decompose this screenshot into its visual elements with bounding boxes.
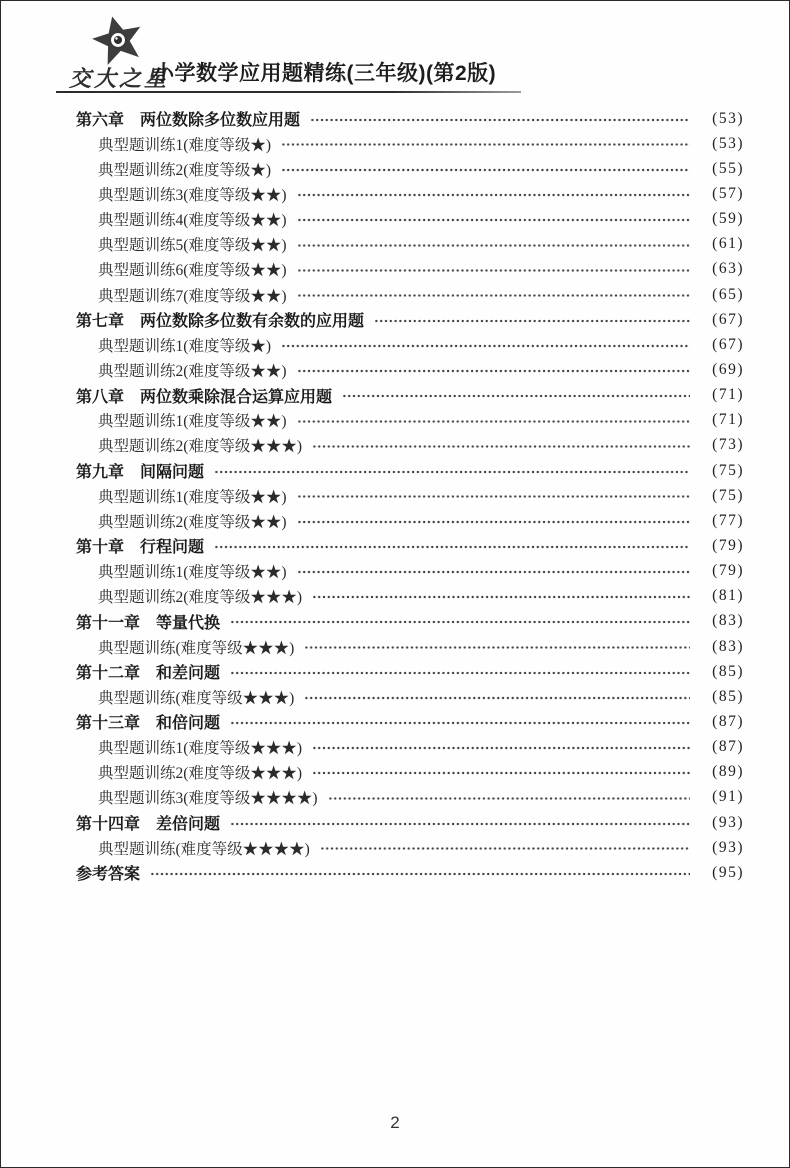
toc-dot-leader [297, 238, 690, 254]
toc-item-row [76, 584, 744, 609]
toc-item-row [76, 232, 744, 257]
toc-dot-leader [312, 765, 690, 781]
toc-dot-leader [297, 212, 690, 228]
toc-dot-leader [310, 112, 690, 128]
toc-chapter-row [76, 860, 744, 885]
toc-dot-leader [342, 388, 690, 404]
toc-entry-page: (93) [712, 813, 744, 831]
toc-entry-page: (81) [712, 587, 744, 605]
toc-entry-label: 第十一章 等量代换 [76, 614, 221, 632]
page-number: 2 [390, 1113, 400, 1132]
toc-chapter-row [76, 458, 744, 483]
book-title: 小学数学应用题精练(三年级)(第2版) [153, 62, 497, 85]
toc-entry-label: 第十四章 差倍问题 [76, 816, 221, 833]
toc-item-row [76, 207, 744, 232]
toc-entry-page: (87) [712, 738, 744, 756]
toc-entry-page: (57) [712, 184, 744, 202]
toc-entry-label: 第十二章 和差问题 [76, 665, 221, 683]
toc-entry-page: (63) [712, 260, 744, 278]
toc-entry-label: 典型题训练1(难度等级★★) [98, 564, 287, 582]
toc-entry-page: (53) [712, 109, 744, 127]
toc-entry-label: 第十章 行程问题 [76, 539, 205, 557]
toc-dot-leader [230, 715, 690, 731]
toc-entry-label: 第十三章 和倍问题 [76, 715, 221, 733]
toc-entry-label: 典型题训练1(难度等级★★) [98, 488, 287, 506]
toc-item-row [76, 357, 744, 382]
toc-dot-leader [312, 740, 690, 756]
toc-entry-label: 典型题训练1(难度等级★★★) [98, 740, 303, 758]
toc-item-row [76, 181, 744, 206]
table-of-contents [76, 106, 744, 885]
toc-chapter-row [76, 810, 744, 835]
toc-entry-label: 第六章 两位数除多位数应用题 [76, 112, 301, 130]
toc-entry-label: 典型题训练2(难度等级★) [98, 161, 272, 179]
toc-dot-leader [320, 841, 690, 857]
toc-entry-label: 典型题训练(难度等级★★★★) [98, 840, 310, 858]
toc-dot-leader [312, 589, 690, 605]
toc-entry-page: (79) [712, 536, 744, 554]
toc-entry-page: (69) [712, 360, 744, 378]
toc-chapter-row [76, 106, 744, 131]
toc-dot-leader [297, 363, 690, 379]
toc-dot-leader [297, 414, 690, 430]
toc-dot-leader [281, 338, 690, 354]
toc-entry-page: (53) [712, 134, 744, 152]
toc-entry-page: (59) [712, 210, 744, 228]
toc-entry-label: 典型题训练7(难度等级★★) [98, 287, 287, 305]
toc-item-row [76, 508, 744, 533]
toc-entry-page: (93) [712, 838, 744, 856]
publisher-logo-text: 交大之星 [69, 66, 170, 91]
toc-entry-label: 典型题训练(难度等级★★★) [98, 689, 295, 707]
toc-entry-page: (55) [712, 159, 744, 177]
toc-chapter-row [76, 533, 744, 558]
toc-entry-page: (77) [712, 511, 744, 529]
toc-chapter-row [76, 307, 744, 332]
toc-entry-page: (61) [712, 235, 744, 253]
toc-dot-leader [230, 665, 690, 681]
toc-dot-leader [297, 489, 690, 505]
toc-dot-leader [281, 137, 690, 153]
toc-entry-label: 典型题训练2(难度等级★★★) [98, 438, 303, 456]
toc-dot-leader [297, 187, 690, 203]
toc-chapter-row [76, 709, 744, 734]
toc-entry-page: (95) [712, 863, 744, 881]
toc-entry-label: 典型题训练3(难度等级★★★★) [98, 790, 318, 808]
toc-entry-label: 典型题训练2(难度等级★★★) [98, 589, 303, 607]
toc-entry-page: (65) [712, 285, 744, 303]
toc-entry-page: (75) [712, 486, 744, 504]
toc-item-row [76, 332, 744, 357]
toc-entry-label: 典型题训练2(难度等级★★★) [98, 765, 303, 783]
toc-dot-leader [281, 162, 690, 178]
toc-entry-label: 参考答案 [76, 866, 141, 884]
toc-item-row [76, 735, 744, 760]
toc-item-row [76, 785, 744, 810]
toc-entry-page: (67) [712, 335, 744, 353]
toc-entry-page: (71) [712, 411, 744, 429]
star-eye-logo-icon [87, 15, 149, 65]
toc-entry-label: 第七章 两位数除多位数有余数的应用题 [76, 313, 365, 331]
toc-item-row [76, 634, 744, 659]
toc-item-row [76, 760, 744, 785]
toc-entry-page: (85) [712, 662, 744, 680]
toc-entry-label: 典型题训练2(难度等级★★) [98, 513, 287, 531]
toc-entry-label: 典型题训练2(难度等级★★) [98, 362, 287, 380]
toc-entry-page: (91) [712, 788, 744, 806]
toc-item-row [76, 684, 744, 709]
toc-entry-label: 典型题训练1(难度等级★) [98, 136, 272, 154]
toc-item-row [76, 559, 744, 584]
toc-entry-label: 典型题训练1(难度等级★) [98, 337, 272, 355]
toc-dot-leader [230, 816, 690, 832]
toc-dot-leader [150, 866, 690, 882]
toc-dot-leader [304, 640, 690, 656]
toc-entry-page: (89) [712, 763, 744, 781]
toc-item-row [76, 131, 744, 156]
toc-entry-label: 第八章 两位数乘除混合运算应用题 [76, 388, 333, 406]
toc-entry-label: 第九章 间隔问题 [76, 464, 205, 482]
toc-entry-page: (71) [712, 386, 744, 404]
toc-entry-page: (87) [712, 712, 744, 730]
header-divider [56, 91, 521, 93]
toc-entry-page: (73) [712, 436, 744, 454]
toc-entry-label: 典型题训练5(难度等级★★) [98, 237, 287, 255]
toc-entry-label: 典型题训练4(难度等级★★) [98, 212, 287, 230]
toc-entry-label: 典型题训练1(难度等级★★) [98, 413, 287, 431]
toc-item-row [76, 433, 744, 458]
toc-entry-label: 典型题训练(难度等级★★★) [98, 639, 295, 657]
toc-dot-leader [374, 313, 690, 329]
toc-dot-leader [297, 288, 690, 304]
toc-dot-leader [304, 690, 690, 706]
toc-entry-page: (85) [712, 687, 744, 705]
toc-dot-leader [297, 263, 690, 279]
toc-dot-leader [312, 439, 690, 455]
toc-entry-page: (83) [712, 612, 744, 630]
toc-entry-label: 典型题训练6(难度等级★★) [98, 262, 287, 280]
toc-item-row [76, 257, 744, 282]
toc-entry-page: (67) [712, 310, 744, 328]
toc-dot-leader [214, 464, 690, 480]
toc-entry-page: (79) [712, 562, 744, 580]
toc-item-row [76, 835, 744, 860]
toc-chapter-row [76, 659, 744, 684]
toc-entry-page: (75) [712, 461, 744, 479]
toc-dot-leader [230, 614, 690, 630]
toc-dot-leader [328, 791, 690, 807]
toc-item-row [76, 483, 744, 508]
toc-dot-leader [214, 539, 690, 555]
toc-item-row [76, 156, 744, 181]
toc-entry-page: (83) [712, 637, 744, 655]
toc-item-row [76, 282, 744, 307]
toc-dot-leader [297, 564, 690, 580]
toc-item-row [76, 408, 744, 433]
toc-chapter-row [76, 609, 744, 634]
toc-chapter-row [76, 383, 744, 408]
toc-dot-leader [297, 514, 690, 530]
toc-entry-label: 典型题训练3(难度等级★★) [98, 186, 287, 204]
